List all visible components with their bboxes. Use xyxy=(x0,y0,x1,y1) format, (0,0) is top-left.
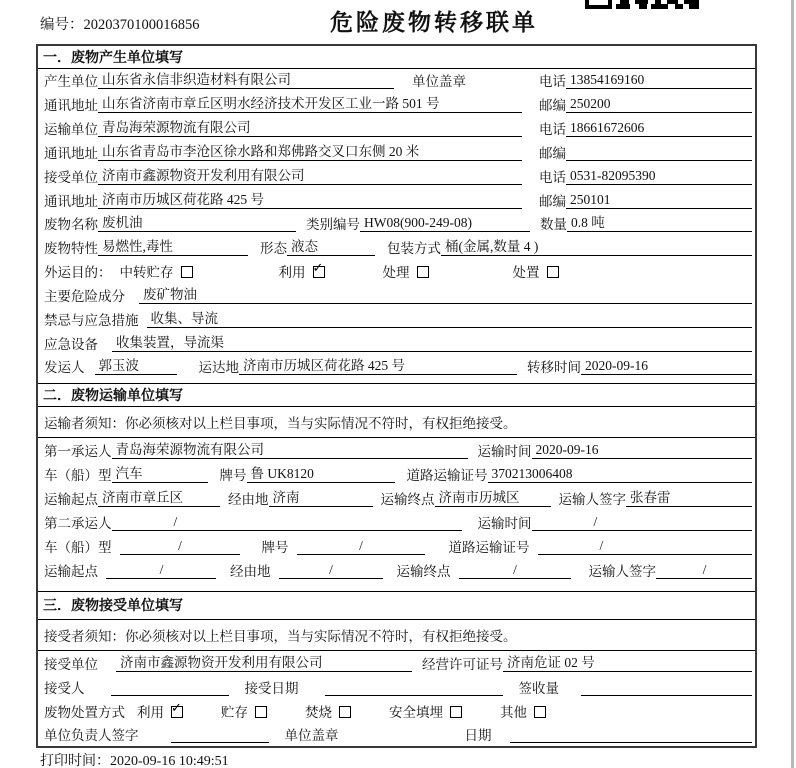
phone-label: 电话 xyxy=(539,169,566,185)
license-value: 济南危证 02 号 xyxy=(503,655,752,672)
emergency-measures-value: 收集、导流 xyxy=(147,311,753,328)
option-utilize: 利用 xyxy=(278,265,306,281)
row-main-hazard xyxy=(38,283,755,307)
serial-number xyxy=(40,13,200,34)
row-transport-unit xyxy=(38,116,755,140)
second-carrier-value: / xyxy=(112,514,462,531)
receiver-phone-value: 0531-82095390 xyxy=(566,168,752,185)
label: 通讯地址 xyxy=(44,193,98,209)
transport-time-label: 运输时间 xyxy=(477,444,532,460)
row-first-carrier xyxy=(38,438,755,462)
transport-unit-value: 青岛海荣源物流有限公司 xyxy=(98,120,522,137)
road-permit-value-2: / xyxy=(538,538,753,555)
transport-time-label: 运输时间 xyxy=(477,515,532,531)
label: 车（船）型 xyxy=(44,539,112,555)
print-time-value: 2020-09-16 10:49:51 xyxy=(110,754,229,768)
row-generator-unit xyxy=(38,69,755,93)
form-state-value: 液态 xyxy=(287,239,375,256)
manifest-table xyxy=(36,44,757,748)
transport-time-value: 2020-09-16 xyxy=(532,442,753,459)
checkbox-unchecked-icon xyxy=(547,266,559,278)
generator-phone-value: 13854169160 xyxy=(566,72,752,89)
section3-header: 三．废物接受单位填写 xyxy=(38,591,755,620)
road-permit-label: 道路运输证号 xyxy=(448,539,530,555)
accept-unit-value: 济南市鑫源物资开发利用有限公司 xyxy=(116,655,412,672)
section3-notice: 接受者须知：你必须核对以上栏目事项，当与实际情况不符时，有权拒绝接受。 xyxy=(38,620,755,652)
responsible-sign-value xyxy=(171,741,269,743)
endpoint-label: 运输终点 xyxy=(396,563,451,579)
first-carrier-value: 青岛海荣源物流有限公司 xyxy=(112,442,468,459)
receiver-unit-value: 济南市鑫源物资开发利用有限公司 xyxy=(98,168,522,185)
received-qty-value xyxy=(581,694,752,696)
transport-time-value-2: / xyxy=(532,514,753,531)
row-waste-name xyxy=(38,212,755,236)
endpoint-label: 运输终点 xyxy=(380,492,435,507)
plate-label: 牌号 xyxy=(219,468,247,484)
via-label: 经由地 xyxy=(228,492,269,507)
label: 通讯地址 xyxy=(44,98,98,114)
date-label: 日期 xyxy=(464,728,492,744)
checkbox-unchecked-icon xyxy=(255,706,267,718)
main-hazard-value: 废矿物油 xyxy=(139,287,752,304)
destination-label: 运达地 xyxy=(198,360,239,376)
label: 外运目的： xyxy=(44,265,112,281)
print-time-label: 打印时间： xyxy=(40,754,110,768)
origin-value-2: / xyxy=(106,562,216,579)
row-waste-property xyxy=(38,235,755,259)
checkbox-unchecked-icon xyxy=(534,706,546,718)
transport-phone-value: 18661672606 xyxy=(566,120,752,137)
row-disposal-method xyxy=(38,699,755,723)
label: 废物处置方式 xyxy=(44,704,125,720)
postcode-label: 邮编 xyxy=(539,145,566,161)
option-dispose: 处置 xyxy=(512,265,540,281)
shipper-value: 郭玉波 xyxy=(95,358,177,375)
option-store: 贮存 xyxy=(221,704,248,720)
road-permit-value: 370213006408 xyxy=(488,466,753,483)
generator-postcode-value: 250200 xyxy=(566,96,752,113)
checkbox-unchecked-icon xyxy=(417,266,429,278)
receiver-postcode-value: 250101 xyxy=(566,192,752,209)
page-title: 危险废物转移联单 xyxy=(330,9,538,35)
qr-code-fragment-icon xyxy=(585,0,701,9)
quantity-label: 数量 xyxy=(540,217,567,233)
option-other: 其他 xyxy=(500,704,527,720)
via-label: 经由地 xyxy=(230,563,271,579)
packaging-value: 桶(金属,数量 4 ) xyxy=(441,239,752,256)
label: 运输起点 xyxy=(44,492,98,507)
label: 发运人 xyxy=(44,360,85,376)
label: 单位负责人签字 xyxy=(44,728,139,744)
row-transport-address xyxy=(38,140,755,164)
acceptor-value xyxy=(111,694,229,696)
checkbox-unchecked-icon xyxy=(450,706,462,718)
label: 第二承运人 xyxy=(44,515,112,531)
checkbox-unchecked-icon xyxy=(339,706,351,718)
row-receiver-address xyxy=(38,188,755,212)
label: 应急设备 xyxy=(44,336,98,352)
label: 运输起点 xyxy=(44,563,98,579)
accept-date-label: 接受日期 xyxy=(244,680,299,696)
received-qty-label: 签收量 xyxy=(518,680,559,696)
via-value: 济南 xyxy=(269,490,373,507)
date-value xyxy=(510,741,753,743)
label: 接受单位 xyxy=(44,656,98,672)
option-utilize: 利用 xyxy=(137,704,164,720)
row-receiver-unit xyxy=(38,164,755,188)
generator-address-value: 山东省济南市章丘区明水经济技术开发区工业一路 501 号 xyxy=(98,96,522,113)
transport-postcode-value xyxy=(566,159,752,161)
label: 运输单位 xyxy=(44,122,98,138)
phone-label: 电话 xyxy=(539,122,566,138)
label: 废物特性 xyxy=(44,241,98,257)
plate-value: 鲁 UK8120 xyxy=(247,466,395,483)
label: 主要危险成分 xyxy=(44,288,125,304)
transporter-sign-value: 张春雷 xyxy=(626,490,752,507)
emergency-equipment-value: 收集装置，导流渠 xyxy=(112,335,752,352)
row-generator-address xyxy=(38,92,755,116)
section2-notice: 运输者须知：你必须核对以上栏目事项，当与实际情况不符时，有权拒绝接受。 xyxy=(38,407,755,439)
vehicle-type-value-2: / xyxy=(120,538,240,555)
packaging-label: 包装方式 xyxy=(387,241,441,257)
label: 车（船）型 xyxy=(44,468,112,484)
destination-value: 济南市历城区荷花路 425 号 xyxy=(239,358,517,375)
accept-date-value xyxy=(325,694,503,696)
label: 接受人 xyxy=(44,680,85,696)
page-edge-divider xyxy=(791,0,794,768)
section3-body xyxy=(38,651,755,746)
row-emergency-equipment xyxy=(38,331,755,355)
transporter-sign-label: 运输人签字 xyxy=(588,563,656,579)
vehicle-type-value: 汽车 xyxy=(112,466,208,483)
postcode-label: 邮编 xyxy=(539,98,566,114)
road-permit-label: 道路运输证号 xyxy=(406,468,488,484)
row-accept-unit xyxy=(38,651,755,675)
print-time xyxy=(40,750,229,768)
via-value-2: / xyxy=(279,562,383,579)
waste-property-value: 易燃性,毒性 xyxy=(98,239,248,256)
row-transfer-purpose xyxy=(38,259,755,283)
label: 废物名称 xyxy=(44,217,98,233)
option-incinerate: 焚烧 xyxy=(305,704,332,720)
label: 禁忌与应急措施 xyxy=(44,312,139,328)
serial-value: 2020370100016856 xyxy=(83,17,200,33)
row-route-2 xyxy=(38,558,755,582)
checkbox-checked-icon xyxy=(171,706,183,718)
endpoint-value: 济南市历城区 xyxy=(435,490,551,507)
endpoint-value-2: / xyxy=(459,562,571,579)
transporter-sign-value-2: / xyxy=(656,562,752,579)
checkbox-unchecked-icon xyxy=(181,266,193,278)
option-landfill: 安全填埋 xyxy=(389,704,443,720)
transfer-date-label: 转移时间 xyxy=(527,360,581,376)
row-responsible-sign xyxy=(38,723,755,747)
origin-value: 济南市章丘区 xyxy=(98,490,220,507)
receiver-address-value: 济南市历城区荷花路 425 号 xyxy=(98,192,522,209)
label: 接受单位 xyxy=(44,169,98,185)
section2-header: 二．废物运输单位填写 xyxy=(38,383,755,407)
label: 第一承运人 xyxy=(44,444,112,460)
serial-label: 编号： xyxy=(40,17,84,33)
category-code-label: 类别编号 xyxy=(306,217,360,233)
quantity-value: 0.8 吨 xyxy=(567,215,752,232)
generator-unit-value: 山东省永信非织造材料有限公司 xyxy=(98,72,394,89)
transfer-date-value: 2020-09-16 xyxy=(581,358,752,375)
row-acceptor xyxy=(38,675,755,699)
option-treat: 处理 xyxy=(382,265,410,281)
section2-body xyxy=(38,438,755,590)
waste-name-value: 废机油 xyxy=(98,215,296,232)
row-vehicle-type-1 xyxy=(38,462,755,486)
checkbox-checked-icon xyxy=(313,266,325,278)
plate-label: 牌号 xyxy=(261,539,289,555)
label: 通讯地址 xyxy=(44,145,98,161)
unit-seal-label: 单位盖章 xyxy=(284,728,339,744)
row-route-1 xyxy=(38,486,755,510)
row-shipper xyxy=(38,355,755,379)
transporter-sign-label: 运输人签字 xyxy=(558,492,626,507)
option-transit-storage: 中转贮存 xyxy=(119,265,174,281)
row-vehicle-type-2 xyxy=(38,534,755,558)
form-state-label: 形态 xyxy=(260,241,287,257)
phone-label: 电话 xyxy=(539,74,566,90)
plate-value-2: / xyxy=(297,538,425,555)
license-label: 经营许可证号 xyxy=(422,656,503,672)
category-code-value: HW08(900-249-08) xyxy=(360,215,530,232)
row-second-carrier xyxy=(38,510,755,534)
unit-seal-label: 单位盖章 xyxy=(412,74,466,90)
section1-header: 一．废物产生单位填写 xyxy=(38,46,755,69)
row-emergency-measures xyxy=(38,307,755,331)
section1-body xyxy=(38,69,755,384)
postcode-label: 邮编 xyxy=(539,193,566,209)
label: 产生单位 xyxy=(44,74,98,90)
transport-address-value: 山东省青岛市李沧区徐水路和郑佛路交叉口东侧 20 米 xyxy=(98,144,522,161)
